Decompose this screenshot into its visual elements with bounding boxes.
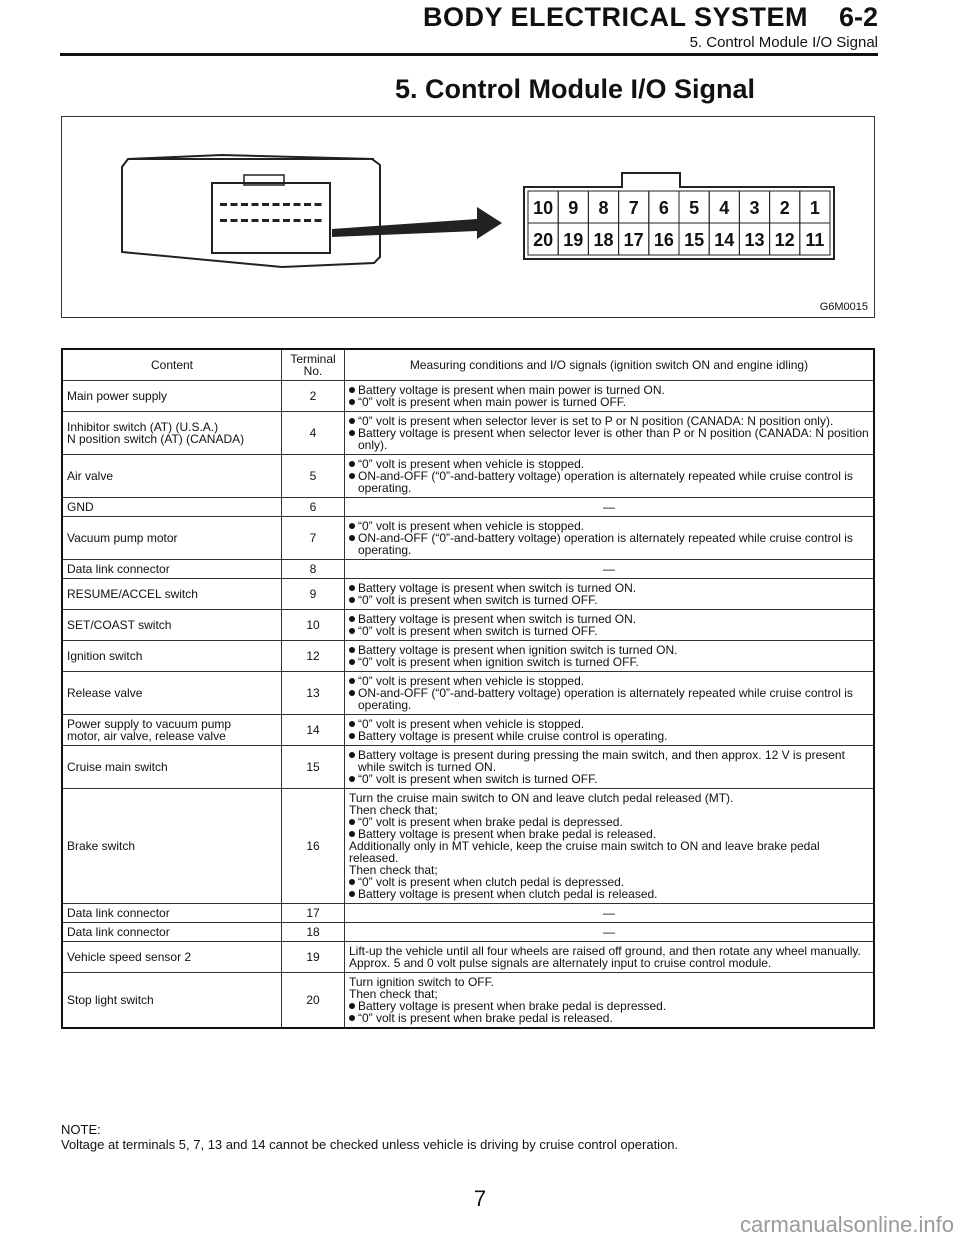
- cell-signals: [345, 498, 875, 517]
- bullet-item: ON-and-OFF (“0”-and-battery voltage) operation is alternately repeated while cruise control is operating.: [349, 470, 869, 494]
- module-pin: [315, 203, 322, 206]
- content-text: Release valve: [67, 686, 143, 700]
- table-row: [62, 672, 874, 715]
- cell-signals: [345, 923, 875, 942]
- table-row: [62, 560, 874, 579]
- content-text: Main power supply: [67, 389, 168, 403]
- cell-content: [62, 923, 282, 942]
- cell-terminal: 13: [282, 672, 345, 715]
- cell-signals: [345, 412, 875, 455]
- bullet-item: “0” volt is present when brake pedal is depressed.: [349, 816, 869, 828]
- signal-text: Turn the cruise main switch to ON and leave clutch pedal released (MT).: [349, 791, 734, 805]
- cell-signals: [345, 560, 875, 579]
- content-text: GND: [67, 500, 94, 514]
- content-text: Air valve: [67, 469, 114, 483]
- cell-terminal: 16: [282, 789, 345, 904]
- cell-content: [62, 746, 282, 789]
- module-pin: [231, 203, 238, 206]
- terminal-number: 19: [563, 230, 584, 250]
- terminal-number: 3: [749, 198, 760, 218]
- table-row: [62, 746, 874, 789]
- module-pin: [273, 219, 280, 222]
- terminal-number: 13: [744, 230, 765, 250]
- table-row: [62, 789, 874, 904]
- signal-text: Then check that;: [349, 987, 438, 1001]
- bullet-item: “0” volt is present when vehicle is stopped.: [349, 458, 869, 470]
- signal-text: —: [603, 562, 615, 576]
- terminal-number: 8: [598, 198, 609, 218]
- terminal-number: 10: [533, 198, 554, 218]
- content-text: Ignition switch: [67, 649, 143, 663]
- signal-text: Lift-up the vehicle until all four wheels are raised off ground, and then rotate any wheel manually.: [349, 944, 861, 958]
- module-pin: [220, 219, 227, 222]
- table-row: [62, 381, 874, 412]
- cell-terminal: 12: [282, 641, 345, 672]
- cell-terminal: 9: [282, 579, 345, 610]
- cell-signals: [345, 942, 875, 973]
- bullet-item: Battery voltage is present when switch is turned ON.: [349, 613, 869, 625]
- connector-figure: [61, 116, 875, 318]
- terminal-number: 2: [779, 198, 790, 218]
- table-row: [62, 904, 874, 923]
- cell-terminal: 4: [282, 412, 345, 455]
- cell-terminal: 14: [282, 715, 345, 746]
- connector-cells: [528, 191, 830, 255]
- content-text: Brake switch: [67, 839, 136, 853]
- cell-content: [62, 381, 282, 412]
- table-row: [62, 412, 874, 455]
- bullet-item: ON-and-OFF (“0”-and-battery voltage) operation is alternately repeated while cruise control is operating.: [349, 687, 869, 711]
- bullet-item: “0” volt is present when selector lever is set to P or N position (CANADA: N position only).: [349, 415, 869, 427]
- cell-signals: [345, 517, 875, 560]
- page-number: 7: [473, 1186, 487, 1211]
- cell-terminal: 18: [282, 923, 345, 942]
- bullet-item: ON-and-OFF (“0”-and-battery voltage) operation is alternately repeated while cruise control is operating.: [349, 532, 869, 556]
- cell-signals: [345, 455, 875, 498]
- terminal-number: 16: [653, 230, 674, 250]
- cell-content: [62, 973, 282, 1029]
- terminal-number: 4: [719, 198, 730, 218]
- cell-signals: [345, 746, 875, 789]
- signal-text: Turn ignition switch to OFF.: [349, 975, 494, 989]
- signal-text: —: [603, 925, 615, 939]
- terminal-number: 12: [774, 230, 795, 250]
- content-text: Vehicle speed sensor 2: [67, 950, 192, 964]
- cell-signals: [345, 641, 875, 672]
- table-row: [62, 641, 874, 672]
- terminal-number: 6: [658, 198, 669, 218]
- bullet-item: “0” volt is present when brake pedal is released.: [349, 1012, 869, 1024]
- cell-signals: [345, 381, 875, 412]
- cell-signals: [345, 715, 875, 746]
- bullet-item: Battery voltage is present when switch is turned ON.: [349, 582, 869, 594]
- connector-diagram: [62, 117, 874, 317]
- table-row: [62, 923, 874, 942]
- module-pin: [220, 203, 227, 206]
- note-label: NOTE:: [61, 1122, 101, 1137]
- bullet-item: Battery voltage is present when selector lever is other than P or N position (CANADA: N position only).: [349, 427, 869, 451]
- content-text: N position switch (AT) (CANADA): [67, 432, 245, 446]
- header-content: Content: [62, 349, 282, 381]
- terminal-number: 1: [809, 198, 820, 218]
- module-pin: [315, 219, 322, 222]
- header-subtitle: 5. Control Module I/O Signal: [689, 34, 878, 51]
- table-body: [62, 381, 874, 1029]
- content-text: Inhibitor switch (AT) (U.S.A.): [67, 420, 219, 434]
- module-pin: [241, 203, 248, 206]
- bullet-item: Battery voltage is present while cruise control is operating.: [349, 730, 869, 742]
- module-pin: [294, 219, 301, 222]
- bullet-item: “0” volt is present when clutch pedal is depressed.: [349, 876, 869, 888]
- cell-terminal: 20: [282, 973, 345, 1029]
- terminal-number: 5: [689, 198, 700, 218]
- table-row: [62, 942, 874, 973]
- cell-terminal: 17: [282, 904, 345, 923]
- module-pin: [231, 219, 238, 222]
- module-pin: [304, 203, 311, 206]
- cell-terminal: 2: [282, 381, 345, 412]
- cell-content: [62, 517, 282, 560]
- module-pin: [283, 203, 290, 206]
- table-row: [62, 455, 874, 498]
- module-pin: [241, 219, 248, 222]
- bullet-item: “0” volt is present when vehicle is stopped.: [349, 718, 869, 730]
- header-section-number: 6-2: [838, 2, 878, 32]
- table-row: [62, 715, 874, 746]
- terminal-number: 15: [684, 230, 705, 250]
- cell-terminal: 10: [282, 610, 345, 641]
- cell-signals: [345, 973, 875, 1029]
- bullet-item: Battery voltage is present during pressing the main switch, and then approx. 12 V is present while switch is turned ON.: [349, 749, 869, 773]
- io-signal-table: [61, 348, 875, 1029]
- header-terminal: Terminal No.: [282, 349, 345, 381]
- header-signals: Measuring conditions and I/O signals (ignition switch ON and engine idling): [345, 349, 875, 381]
- terminal-number: 14: [714, 230, 735, 250]
- bullet-item: “0” volt is present when switch is turned OFF.: [349, 594, 869, 606]
- terminal-number: 20: [533, 230, 554, 250]
- cell-content: [62, 942, 282, 973]
- note: [61, 1122, 678, 1152]
- module-pin: [262, 219, 269, 222]
- cell-content: [62, 579, 282, 610]
- content-text: motor, air valve, release valve: [67, 729, 226, 743]
- content-text: SET/COAST switch: [67, 618, 172, 632]
- cell-signals: [345, 789, 875, 904]
- header-rule: [60, 53, 878, 56]
- module-pin: [262, 203, 269, 206]
- figure-id: G6M0015: [819, 301, 868, 313]
- cell-signals: [345, 904, 875, 923]
- bullet-item: Battery voltage is present when ignition switch is turned ON.: [349, 644, 869, 656]
- content-text: Stop light switch: [67, 993, 154, 1007]
- cell-content: [62, 672, 282, 715]
- table-row: [62, 517, 874, 560]
- cell-content: [62, 904, 282, 923]
- signal-text: Then check that;: [349, 863, 438, 877]
- module-pins: [220, 203, 322, 222]
- cell-content: [62, 641, 282, 672]
- cell-content: [62, 412, 282, 455]
- terminal-number: 17: [623, 230, 644, 250]
- arrow-icon: [332, 207, 502, 239]
- signal-text: Approx. 5 and 0 volt pulse signals are alternately input to cruise control module.: [349, 956, 772, 970]
- terminal-number: 9: [568, 198, 579, 218]
- content-text: Data link connector: [67, 925, 170, 939]
- cell-signals: [345, 610, 875, 641]
- table-row: [62, 579, 874, 610]
- cell-terminal: 8: [282, 560, 345, 579]
- bullet-item: Battery voltage is present when brake pedal is released.: [349, 828, 869, 840]
- cell-signals: [345, 579, 875, 610]
- bullet-item: Battery voltage is present when brake pedal is depressed.: [349, 1000, 869, 1012]
- module-pin: [304, 219, 311, 222]
- bullet-item: “0” volt is present when switch is turned OFF.: [349, 773, 869, 785]
- content-text: RESUME/ACCEL switch: [67, 587, 198, 601]
- cell-content: [62, 715, 282, 746]
- cell-content: [62, 455, 282, 498]
- content-text: Data link connector: [67, 906, 170, 920]
- bullet-item: “0” volt is present when vehicle is stopped.: [349, 520, 869, 532]
- module-pin: [273, 203, 280, 206]
- bullet-item: Battery voltage is present when clutch pedal is released.: [349, 888, 869, 900]
- table-row: [62, 498, 874, 517]
- header-title: BODY ELECTRICAL SYSTEM: [422, 2, 808, 32]
- table-row: [62, 973, 874, 1029]
- signal-text: —: [603, 906, 615, 920]
- bullet-item: “0” volt is present when ignition switch is turned OFF.: [349, 656, 869, 668]
- signal-text: Additionally only in MT vehicle, keep the cruise main switch to ON and leave brake pedal released.: [349, 839, 820, 865]
- module-pin: [294, 203, 301, 206]
- section-title: 5. Control Module I/O Signal: [394, 74, 755, 104]
- module-pin: [252, 219, 259, 222]
- cell-terminal: 15: [282, 746, 345, 789]
- cell-signals: [345, 672, 875, 715]
- bullet-item: “0” volt is present when main power is turned OFF.: [349, 396, 869, 408]
- cell-content: [62, 789, 282, 904]
- terminal-number: 18: [593, 230, 614, 250]
- signal-text: Then check that;: [349, 803, 438, 817]
- module-pin: [283, 219, 290, 222]
- cell-content: [62, 610, 282, 641]
- bullet-item: Battery voltage is present when main power is turned ON.: [349, 384, 869, 396]
- cell-terminal: 7: [282, 517, 345, 560]
- module-socket: [212, 183, 330, 253]
- content-text: Data link connector: [67, 562, 170, 576]
- terminal-number: 11: [805, 230, 825, 250]
- module-pin: [252, 203, 259, 206]
- cell-terminal: 6: [282, 498, 345, 517]
- watermark: carmanualsonline.info: [739, 1212, 954, 1237]
- cell-content: [62, 498, 282, 517]
- bullet-item: “0” volt is present when vehicle is stopped.: [349, 675, 869, 687]
- content-text: Vacuum pump motor: [67, 531, 178, 545]
- cell-terminal: 19: [282, 942, 345, 973]
- note-text: Voltage at terminals 5, 7, 13 and 14 cannot be checked unless vehicle is driving by cruise control operation.: [61, 1137, 679, 1152]
- content-text: Power supply to vacuum pump: [67, 717, 232, 731]
- signal-text: —: [603, 500, 615, 514]
- table-header-row: [62, 349, 874, 381]
- content-text: Cruise main switch: [67, 760, 168, 774]
- cell-content: [62, 560, 282, 579]
- terminal-number: 7: [628, 198, 639, 218]
- bullet-item: “0” volt is present when switch is turned OFF.: [349, 625, 869, 637]
- table-row: [62, 610, 874, 641]
- cell-terminal: 5: [282, 455, 345, 498]
